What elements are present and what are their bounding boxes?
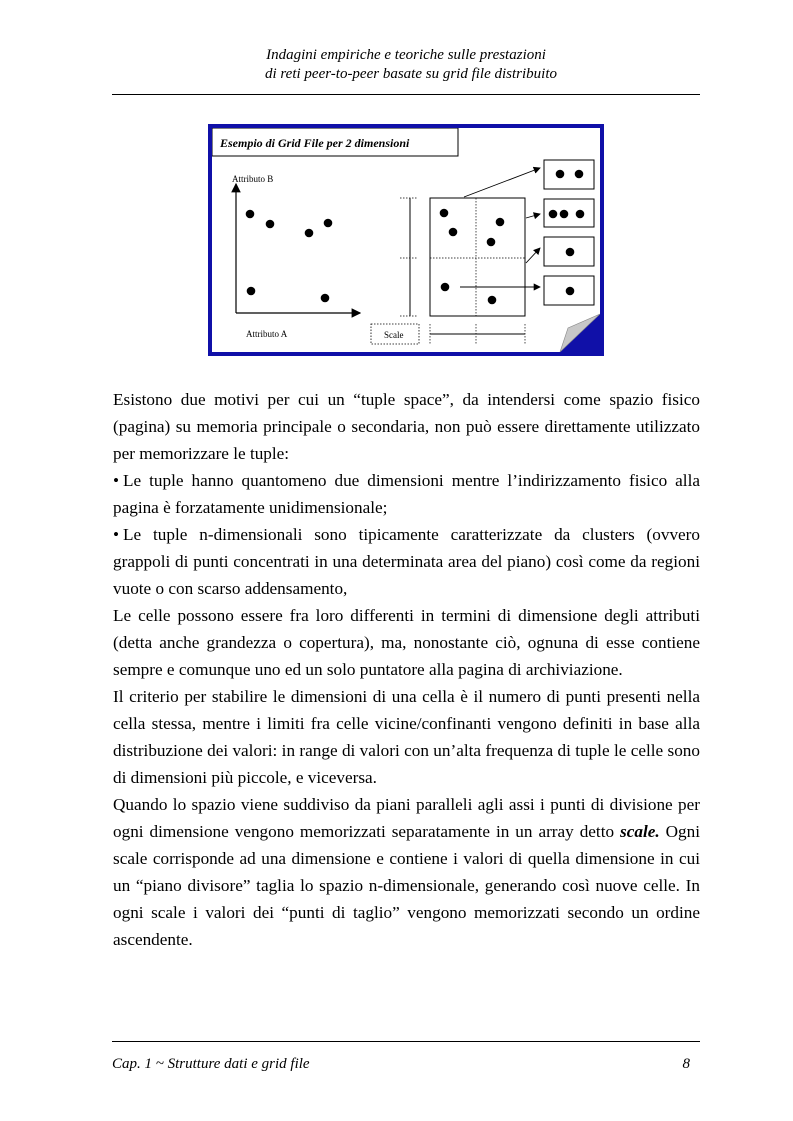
bucket-point (556, 170, 565, 179)
data-point (247, 287, 256, 296)
header-rule (112, 94, 700, 95)
data-point (266, 220, 275, 229)
grid-point (496, 218, 505, 227)
grid-point (487, 238, 496, 247)
grid-file-diagram (212, 128, 600, 352)
grid-point (441, 283, 450, 292)
paragraph-1: Esistono due motivi per cui un “tuple space”, da intendersi come spazio fisico (pagina) su memoria principale o secondaria, non può essere direttamente utilizzato per memorizzare le tuple: (113, 390, 700, 463)
paragraph-3: Il criterio per stabilire le dimensioni di una cella è il numero di punti presenti nella cella stessa, mentre i limiti fra celle vicine/confinanti vengono definiti in base alla distribuzione dei valori: in range di valori con un’alta frequenza di tuple le celle sono di dimensioni più piccole, e viceversa. (113, 687, 700, 787)
data-point (305, 229, 314, 238)
footer-rule (112, 1041, 700, 1042)
running-footer (112, 1056, 690, 1073)
figure-page (212, 128, 600, 352)
figure-title: Esempio di Grid File per 2 dimensioni (220, 136, 410, 150)
paragraph-2: Le celle possono essere fra loro differenti in termini di dimensione degli attributi (detta anche grandezza o copertura), ma, nonostante ciò, ognuna di esse contiene sempre e comunque uno ed un solo puntatore alla pagina di archiviazione. (113, 606, 700, 679)
bucket-point (566, 287, 575, 296)
paragraph-4-end: Ogni scale corrisponde ad una dimensione e contiene i valori di quella dimensione in cui un “piano divisore” taglia lo spazio n-dimensionale, generando così nuove celle. In ogni scale i valori dei “punti di taglio” vengono memorizzati secondo un ordine ascendente. (113, 822, 701, 949)
bucket-point (576, 210, 585, 219)
bucket-point (549, 210, 558, 219)
bucket-point (566, 248, 575, 257)
footer-chapter: Cap. 1 ~ Strutture dati e grid file (112, 1056, 310, 1072)
data-point (324, 219, 333, 228)
bucket-point (575, 170, 584, 179)
bucket-point (560, 210, 569, 219)
y-axis-label: Attributo B (232, 174, 274, 184)
x-axis-label: Attributo A (246, 329, 288, 339)
data-point (246, 210, 255, 219)
bullet-item-1 (113, 467, 700, 521)
header-line-1: Indagini empiriche e teoriche sulle prestazioni (266, 47, 546, 63)
grid-file-figure (208, 124, 604, 356)
bullet-text-1: Le tuple hanno quantomeno due dimensioni mentre l’indirizzamento fisico alla pagina è forzatamente unidimensionale; (113, 471, 700, 517)
page-number: 8 (682, 1056, 690, 1072)
body-text (113, 386, 700, 953)
bullet-text-2: Le tuple n-dimensionali sono tipicamente caratterizzate da clusters (ovvero grappoli di punti concentrati in una determinata area del piano) così come da regioni vuote o con scarso addensamento, (113, 525, 700, 598)
bullet-item-2 (113, 521, 700, 602)
grid-point (440, 209, 449, 218)
bullet-icon: • (113, 525, 120, 544)
bullet-icon: • (113, 471, 120, 490)
header-line-2: di reti peer-to-peer basate su grid file distribuito (264, 66, 558, 82)
paragraph-4-start: Quando lo spazio viene suddiviso da piani paralleli agli assi i punti di divisione per ogni dimensione vengono memorizzati separatamente in un array detto (113, 795, 700, 841)
grid-point (488, 296, 497, 305)
data-point (321, 294, 330, 303)
scale-label: Scale (384, 330, 404, 340)
scale-term: scale. (620, 822, 660, 841)
data-bucket (544, 160, 594, 189)
grid-point (449, 228, 458, 237)
paragraph-4 (113, 791, 700, 953)
running-header (112, 46, 700, 84)
